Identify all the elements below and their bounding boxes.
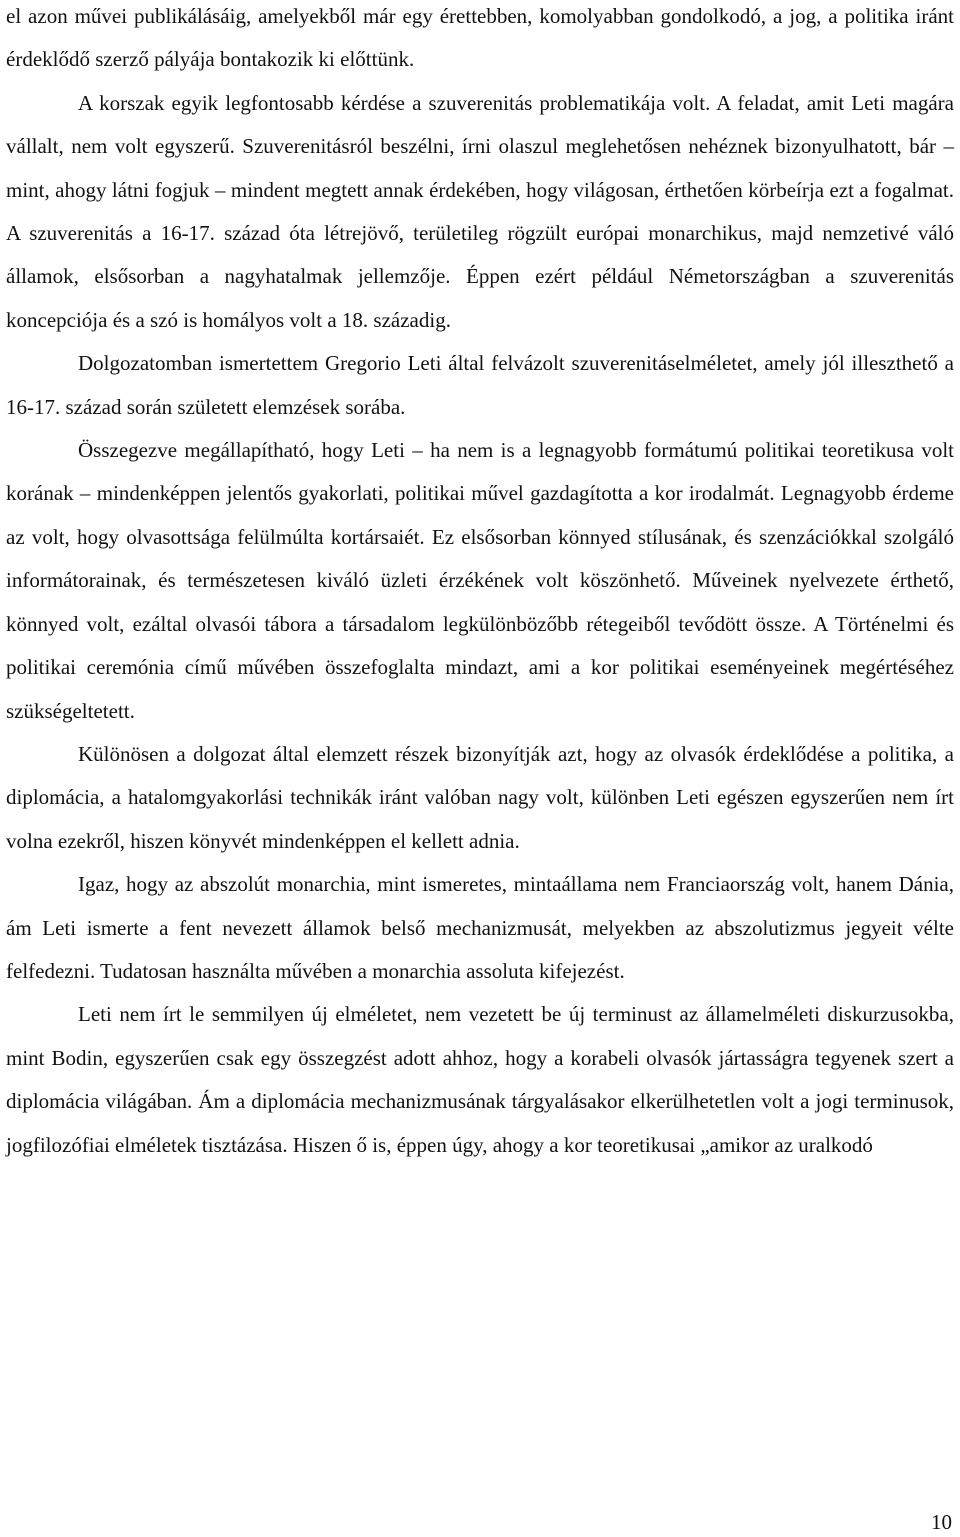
- paragraph-2: A korszak egyik legfontosabb kérdése a szuverenitás problematikája volt. A feladat, amit Leti magára vállalt, nem volt egyszerű. Szuverenitásról beszélni, írni olaszul meglehetősen nehéznek bizonyulhatott, bár – mint, ahogy látni fogjuk – mindent megtett annak érdekében, hogy világosan, érthetően körbeírja ezt a fogalmat. A szuverenitás a 16-17. század óta létrejövő, területileg rögzült európai monarchikus, majd nemzetivé váló államok, elsősorban a nagyhatalmak jellemzője. Éppen ezért például Németországban a szuverenitás koncepciója és a szó is homályos volt a 18. századig.: [6, 90, 954, 332]
- paragraph-3: Dolgozatomban ismertettem Gregorio Leti által felvázolt szuverenitáselméletet, amely jól illeszthető a 16-17. század során született elemzések sorába.: [6, 351, 954, 419]
- body-text: [6, 0, 954, 1167]
- paragraph-7: Leti nem írt le semmilyen új elméletet, nem vezetett be új terminust az államelméleti diskurzusokba, mint Bodin, egyszerűen csak egy összegzést adott ahhoz, hogy a korabeli olvasók jártasságra tegyenek szert a diplomácia világában. Ám a diplomácia mechanizmusának tárgyalásakor elkerülhetetlen volt a jogi terminusok, jogfilozófiai elméletek tisztázása. Hiszen ő is, éppen úgy, ahogy a kor teoretikusai „amikor az uralkodó: [6, 1002, 954, 1157]
- paragraph-4: Összegezve megállapítható, hogy Leti – ha nem is a legnagyobb formátumú politikai teoretikusa volt korának – mindenképpen jelentős gyakorlati, politikai művel gazdagította a kor irodalmát. Legnagyobb érdeme az volt, hogy olvasottsága felülmúlta kortársaiét. Ez elsősorban könnyed stílusának, és szenzációkkal szolgáló informátorainak, és természetesen kiváló üzleti érzékének volt köszönhető. Műveinek nyelvezete érthető, könnyed volt, ezáltal olvasói tábora a társadalom legkülönbözőbb rétegeiből tevődött össze. A Történelmi és politikai ceremónia című művében összefoglalta mindazt, ami a kor politikai eseményeinek megértéséhez szükségeltetett.: [6, 438, 954, 723]
- paragraph-5: Különösen a dolgozat által elemzett részek bizonyítják azt, hogy az olvasók érdeklődése a politika, a diplomácia, a hatalomgyakorlási technikák iránt valóban nagy volt, különben Leti egészen egyszerűen nem írt volna ezekről, hiszen könyvét mindenképpen el kellett adnia.: [6, 741, 954, 853]
- page-number: 10: [931, 1510, 952, 1534]
- paragraph-1: el azon művei publikálásáig, amelyekből már egy érettebben, komolyabban gondolkodó, a jog, a politika iránt érdeklődő szerző pályája bontakozik ki előttünk.: [6, 4, 954, 72]
- paragraph-6: Igaz, hogy az abszolút monarchia, mint ismeretes, mintaállama nem Franciaország volt, hanem Dánia, ám Leti ismerte a fent nevezett államok belső mechanizmusát, melyekben az abszolutizmus jegyeit vélte felfedezni. Tudatosan használta művében a monarchia assoluta kifejezést.: [6, 872, 954, 983]
